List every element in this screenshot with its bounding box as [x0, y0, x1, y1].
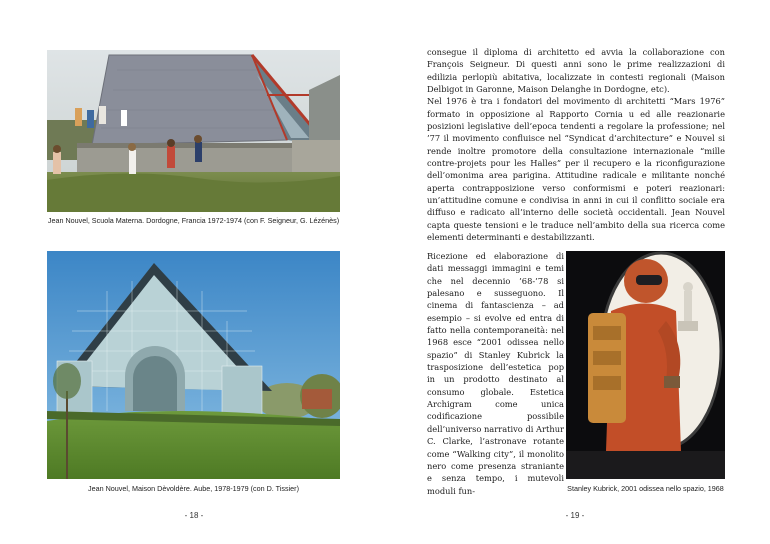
photo-caption-right: Stanley Kubrick, 2001 odissea nello spazio, 1968	[567, 484, 724, 493]
school-building-photo	[47, 50, 340, 212]
paragraph-2: Nel 1976 è tra i fondatori del movimento di architetti “Mars 1976” formato in opposizione al Rapporto Cornia u ed alle reazionarie posizioni legislative dell’epoca tendenti a regolare la professione; nel ’77 il movimento confluisce nel “Syndicat d’architecture” e Nouvel si rende inoltre promotore della consultazione internazionale “mille contre-projets pour les Halles” per il recupero e la riconfigurazione dell’omonima area parigina. Attitudine radicale e militante nonché aperta contrapposizione verso conformismi e poteri reazionari: un’attitudine comune e condivisa in anni in cui il conflitto sociale era diffuso e radicato all’interno delle società occidentali. Jean Nouvel capta queste tensioni e le traduce nell’ambito della sua ricerca come elementi determinanti e destabilizzanti.	[427, 96, 725, 243]
paragraph-3: Ricezione ed elaborazione di dati messaggi immagini e temi che nel decennio ’68-’78 si palesano e susseguono. Il cinema di fantascienza – ad esempio – si evolve ed entra di fatto nella contemporaneità: nel 1968 esce “2001 odissea nello spazio” di Stanley Kubrick la trasposizione dell’estetica pop in un prodotto destinato al consumo globale. Estetica Archigram come unica codificazione possibile dell’universo narrativo di Arthur C. Clarke, l’astronave rotante come “Walking city”, il monolito nero come presenza straniante e senza tempo, i mutevoli moduli fun-	[427, 251, 564, 496]
photo-caption-top: Jean Nouvel, Scuola Materna. Dordogne, Francia 1972-1974 (con F. Seigneur, G. Lézénès)	[47, 216, 340, 225]
photo-caption-bottom: Jean Nouvel, Maison Dèvoldère. Aube, 1978-1979 (con D. Tissier)	[88, 484, 299, 493]
page-number-right: - 19 -	[565, 511, 585, 520]
paragraph-1: consegue il diploma di architetto ed avvia la collaborazione con François Seigneur. Di questi anni sono le prime realizzazioni di edilizia perlopiù abitativa, localizzate in contesti regionali (Maison Delbigot in Garonne, Maison Delanghe in Dordogne, etc).	[427, 47, 725, 95]
body-text-column	[427, 250, 564, 497]
house-facade-photo	[47, 251, 340, 479]
right-page	[385, 0, 770, 544]
astronaut-film-still-photo	[566, 251, 725, 479]
body-text-top	[427, 46, 725, 244]
page-number-left: - 18 -	[184, 511, 204, 520]
